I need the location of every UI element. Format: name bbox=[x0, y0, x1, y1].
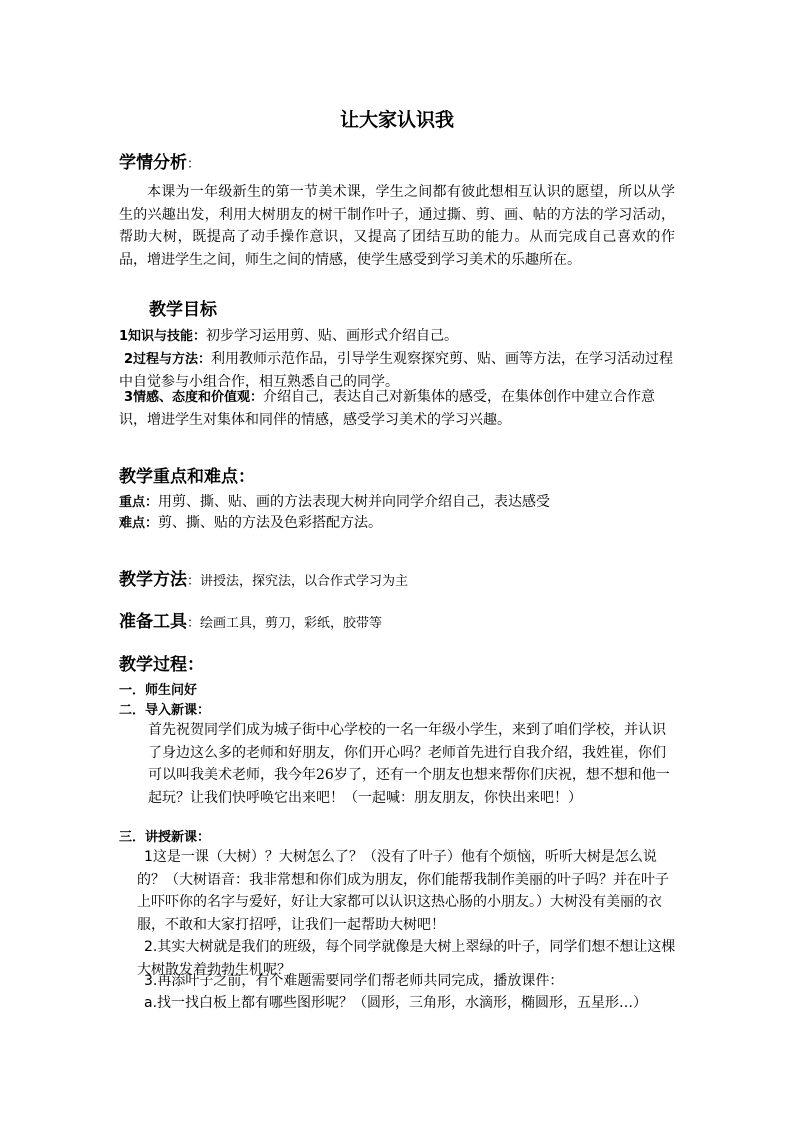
analysis-heading-text: 学情分析 bbox=[119, 153, 187, 173]
intro-paragraph: 首先祝贺同学们成为城子街中心学校的一名一年级小学生，来到了咱们学校，并认识了身边这么多的老师和好朋友，你们开心吗？老师首先进行自我介绍，我姓崔，你们可以叫我美术老师，我今年26岁了，还有一个朋友也想来帮你们庆祝，想不想和他一起玩？让我们快呼唤它出来吧！（一起喊：朋友朋友，你快出来吧！） bbox=[148, 722, 670, 806]
analysis-paragraph: 本课为一年级新生的第一节美术课，学生之间都有彼此想相互认识的愿望，所以从学生的兴趣出发，利用大树朋友的树干制作叶子，通过撕、剪、画、帖的方法的学习活动，帮助大树，既提高了动手操作意识，又提高了团结互助的能力。从而完成自己喜欢的作品，增进学生之间，师生之间的情感，使学生感受到学习美术的乐趣所在。 bbox=[119, 184, 675, 268]
difficulty-text: 剪、撕、贴的方法及色彩搭配方法。 bbox=[158, 515, 383, 531]
method-heading-text: 教学方法 bbox=[119, 570, 187, 590]
goal-text-2: 利用教师示范作品，引导学生观察探究剪、贴、画等方法，在学习活动过程中自觉参与小组合作，相互熟悉自己的同学。 bbox=[119, 351, 674, 390]
document-title: 让大家认识我 bbox=[339, 109, 454, 131]
goal-text-3: 介绍自己，表达自己对新集体的感受，在集体创作中建立合作意识，增进学生对集体和同伴的情感，感受学习美术的学习兴趣。 bbox=[119, 389, 656, 428]
goal-label-2: 2过程与方法： bbox=[124, 352, 212, 367]
goals-heading: 教学目标 bbox=[149, 300, 217, 320]
difficulty-label: 难点： bbox=[119, 516, 159, 531]
tools-heading bbox=[119, 607, 382, 632]
lesson-step-3: 3.再添叶子之前，有个难题需要同学们帮老师共同完成，播放课件： bbox=[144, 973, 564, 989]
goal-item-3 bbox=[119, 386, 679, 431]
lesson-step-2: 2.其实大树就是我们的班级，每个同学就像是大树上翠绿的叶子，同学们想不想让这棵大树散发着勃勃生机呢？ bbox=[137, 939, 676, 978]
goal-text-1: 初步学习运用剪、贴、画形式介绍自己。 bbox=[206, 328, 459, 344]
process-heading: 教学过程： bbox=[119, 655, 204, 675]
keypoints-heading: 教学重点和难点： bbox=[119, 467, 255, 487]
method-heading bbox=[119, 565, 408, 590]
goal-item-1 bbox=[119, 325, 679, 348]
section-greeting: 一．师生问好 bbox=[119, 683, 198, 698]
goal-label-3: 3情感、态度和价值观： bbox=[124, 390, 264, 405]
section-new-lesson: 三．讲授新课： bbox=[119, 830, 211, 845]
section-intro: 二．导入新课： bbox=[119, 703, 211, 718]
goal-label-1: 1知识与技能： bbox=[119, 329, 207, 344]
tools-heading-text: 准备工具 bbox=[119, 612, 187, 632]
focus-text: 用剪、撕、贴、画的方法表现大树并向同学介绍自己，表达感受 bbox=[158, 494, 551, 510]
tools-text: ：绘画工具，剪刀，彩纸，胶带等 bbox=[187, 616, 383, 631]
focus-line bbox=[119, 491, 679, 514]
focus-label: 重点： bbox=[119, 495, 159, 510]
method-text: ：讲授法，探究法，以合作式学习为主 bbox=[187, 574, 409, 589]
lesson-step-3a: a.找一找白板上都有哪些图形呢？（圆形，三角形，水滴形，椭圆形，五星形…） bbox=[144, 995, 648, 1011]
lesson-step-1: 1这是一课（大树）？大树怎么了？（没有了叶子）他有个烦恼，听听大树是怎么说的？（大树语音：我非常想和你们成为朋友，你们能帮我制作美丽的叶子吗？并在叶子上吓吓你的名字与爱好，好让大家都可以认识这热心肠的小朋友。）大树没有美丽的衣服，不敢和大家打招呼，让我们一起帮助大树吧！ bbox=[137, 849, 669, 933]
analysis-heading bbox=[119, 148, 200, 173]
analysis-heading-colon: ： bbox=[187, 157, 201, 172]
difficulty-line bbox=[119, 512, 679, 535]
